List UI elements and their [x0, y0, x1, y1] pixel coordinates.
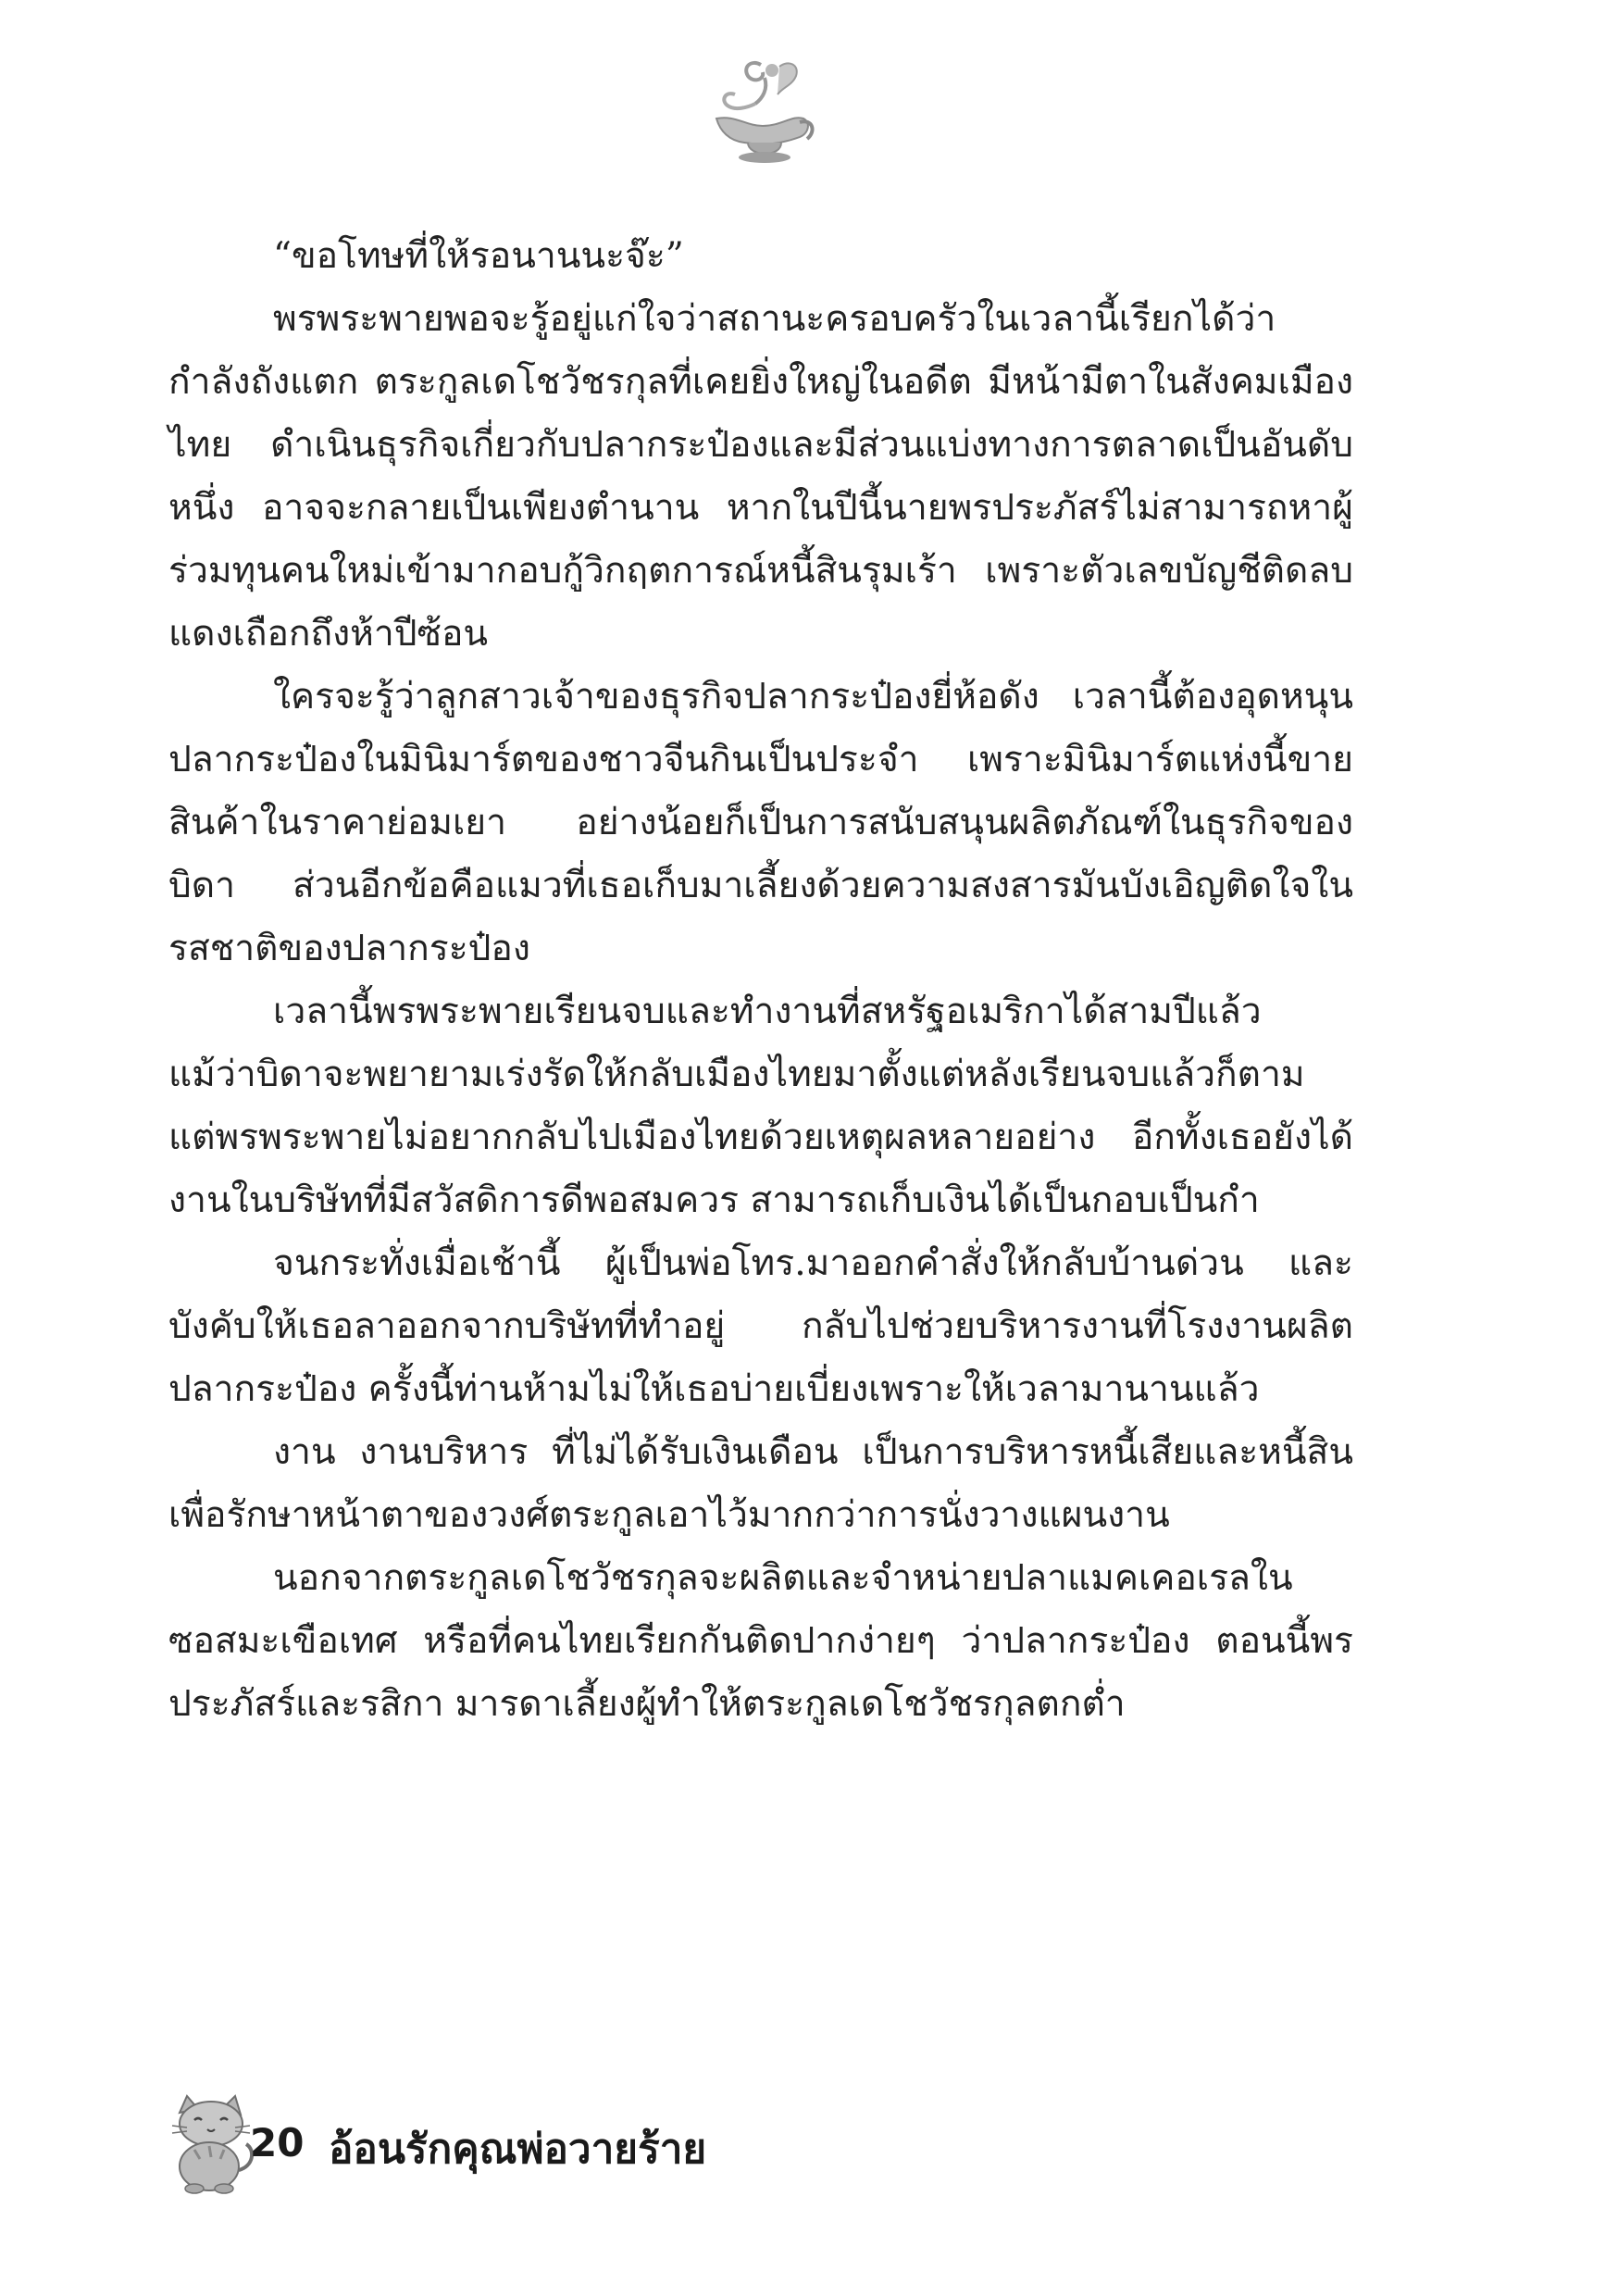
paragraph: “ขอโทษที่ให้รอนานนะจ๊ะ” — [273, 235, 684, 277]
page-footer — [167, 2092, 1000, 2194]
paragraph: จนกระทั่งเมื่อเช้านี้ ผู้เป็นพ่อโทร.มาออกคำสั่งให้กลับบ้านด่วน และบังคับให้เธอลาออกจากบริษัทที่ทำอยู่ กลับไปช่วยบริหารงานที่โรงงานผลิตปลากระป๋อง ครั้งนี้ท่านห้ามไม่ให้เธอบ่ายเบี่ยงเพราะให้เวลามานานแล้ว — [168, 1242, 1353, 1410]
cat-icon — [167, 2092, 255, 2194]
genie-lamp-cupid-icon — [707, 57, 818, 167]
paragraph: งาน งานบริหาร ที่ไม่ได้รับเงินเดือน เป็นการบริหารหนี้เสียและหนี้สินเพื่อรักษาหน้าตาของวงศ์ตระกูลเอาไว้มากกว่าการนั่งวางแผนงาน — [168, 1431, 1353, 1536]
paragraph: เวลานี้พรพระพายเรียนจบและทำงานที่สหรัฐอเมริกาได้สามปีแล้ว แม้ว่าบิดาจะพยายามเร่งรัดให้กลับเมืองไทยมาตั้งแต่หลังเรียนจบแล้วก็ตาม แต่พรพระพายไม่อยากกลับไปเมืองไทยด้วยเหตุผลหลายอย่าง อีกทั้งเธอยังได้งานในบริษัทที่มีสวัสดิการดีพอสมควร สามารถเก็บเงินได้เป็นกอบเป็นกำ — [168, 991, 1353, 1221]
paragraph: พรพระพายพอจะรู้อยู่แก่ใจว่าสถานะครอบครัวในเวลานี้เรียกได้ว่ากำลังถังแตก ตระกูลเดโชวัชรกุลที่เคยยิ่งใหญ่ในอดีต มีหน้ามีตาในสังคมเมืองไทย ดำเนินธุรกิจเกี่ยวกับปลากระป๋องและมีส่วนแบ่งทางการตลาดเป็นอันดับหนึ่ง อาจจะกลายเป็นเพียงตำนาน หากในปีนี้นายพรประภัสร์ไม่สามารถหาผู้ร่วมทุนคนใหม่เข้ามากอบกู้วิกฤตการณ์หนี้สินรุมเร้า เพราะตัวเลขบัญชีติดลบแดงเถือกถึงห้าปีซ้อน — [168, 298, 1353, 655]
paragraph: ใครจะรู้ว่าลูกสาวเจ้าของธุรกิจปลากระป๋องยี่ห้อดัง เวลานี้ต้องอุดหนุนปลากระป๋องในมินิมาร์ตของชาวจีนกินเป็นประจำ เพราะมินิมาร์ตแห่งนี้ขายสินค้าในราคาย่อมเยา อย่างน้อยก็เป็นการสนับสนุนผลิตภัณฑ์ในธุรกิจของบิดา ส่วนอีกข้อคือแมวที่เธอเก็บมาเลี้ยงด้วยความสงสารมันบังเอิญติดใจในรสชาติของปลากระป๋อง — [168, 676, 1353, 969]
page-number: 20 — [250, 2120, 305, 2165]
book-title: อ้อนรักคุณพ่อวายร้าย — [329, 2126, 707, 2173]
paragraph: นอกจากตระกูลเดโชวัชรกุลจะผลิตและจำหน่ายปลาแมคเคอเรลในซอสมะเขือเทศ หรือที่คนไทยเรียกกันติดปากง่ายๆ ว่าปลากระป๋อง ตอนนี้พรประภัสร์และรสิกา มารดาเลี้ยงผู้ทำให้ตระกูลเดโชวัชรกุลตกต่ำ — [168, 1557, 1353, 1725]
body-text — [168, 225, 1353, 1736]
